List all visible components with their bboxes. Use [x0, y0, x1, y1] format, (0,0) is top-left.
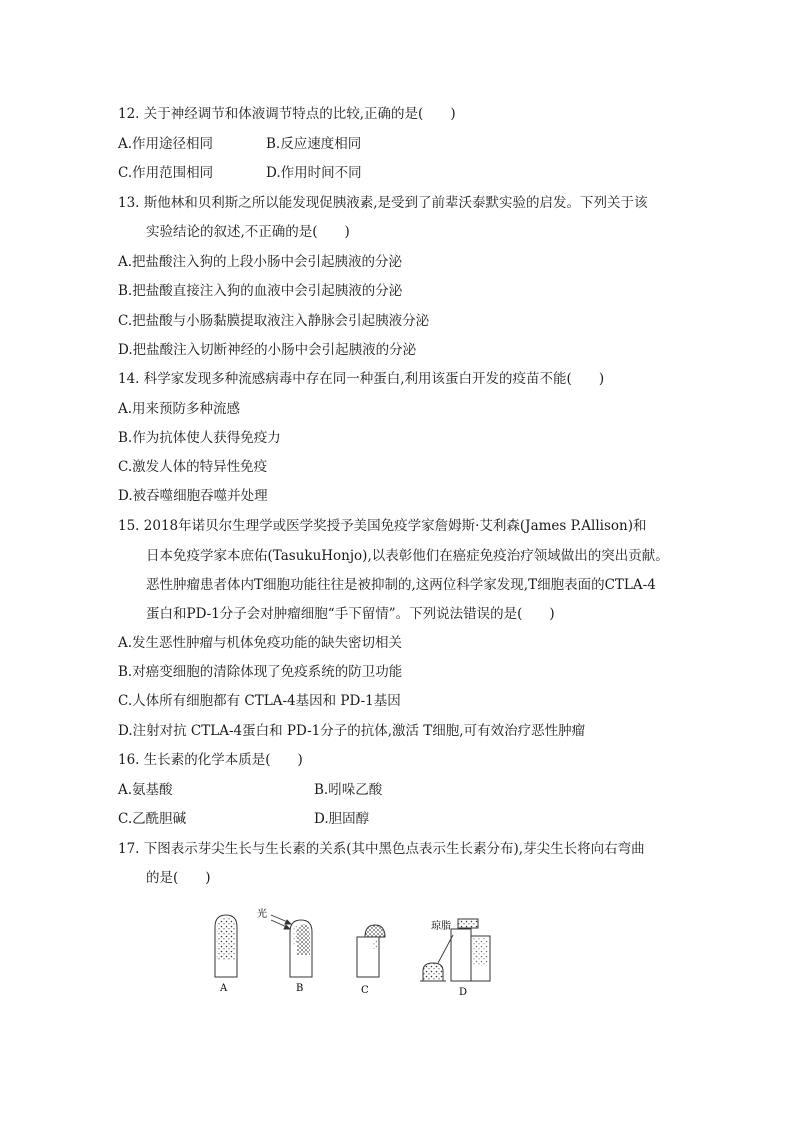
question-17-stem-cont: 的是( ) [146, 870, 211, 886]
question-12-option-c: C.作用范围相同 [118, 165, 214, 181]
figure-c-bud [357, 925, 385, 977]
question-12-option-a: A.作用途径相同 [118, 136, 214, 152]
question-15-stem-cont-3: 蛋白和PD-1分子会对肿瘤细胞“手下留情”。下列说法错误的是( ) [146, 606, 555, 622]
question-16-option-b: B.吲哚乙酸 [314, 782, 383, 798]
question-15-option-b: B.对癌变细胞的清除体现了免疫系统的防卫功能 [118, 664, 403, 680]
figure-b-bud [290, 920, 312, 977]
figure-light-label: 光 [257, 909, 267, 920]
bud-growth-figure [205, 905, 505, 1005]
question-15-option-c: C.人体所有细胞都有 CTLA-4基因和 PD-1基因 [118, 693, 401, 709]
figure-label-d: D [459, 987, 468, 998]
question-16-stem: 16. 生长素的化学本质是( ) [118, 752, 303, 768]
question-14-stem: 14. 科学家发现多种流感病毒中存在同一种蛋白,利用该蛋白开发的疫苗不能( ) [118, 371, 605, 387]
question-15-option-d: D.注射对抗 CTLA-4蛋白和 PD-1分子的抗体,激活 T细胞,可有效治疗恶性肿瘤 [118, 723, 586, 739]
figure-label-a: A [220, 983, 228, 994]
question-14-option-d: D.被吞噬细胞吞噬并处理 [118, 488, 268, 504]
figure-agar-label: 琼脂 [431, 921, 451, 932]
question-17-stem: 17. 下图表示芽尖生长与生长素的关系(其中黑色点表示生长素分布),芽尖生长将向右弯曲 [118, 841, 645, 857]
question-16-option-c: C.乙酰胆碱 [118, 811, 187, 827]
question-14-option-c: C.激发人体的特异性免疫 [118, 459, 268, 475]
figure-label-b: B [296, 983, 304, 994]
figure-a-bud [215, 915, 237, 977]
question-13-option-b: B.把盐酸直接注入狗的血液中会引起胰液的分泌 [118, 283, 403, 299]
question-14-option-b: B.作为抗体使人获得免疫力 [118, 430, 281, 446]
figure-label-c: C [361, 985, 369, 996]
light-arrow-icon [271, 915, 291, 929]
question-15-stem-cont-1: 日本免疫学家本庶佑(TasukuHonjo),以表彰他们在癌症免疫治疗领域做出的突出贡献。 [146, 548, 669, 564]
question-12-stem: 12. 关于神经调节和体液调节特点的比较,正确的是( ) [118, 106, 456, 122]
question-14-option-a: A.用来预防多种流感 [118, 401, 241, 417]
question-13-option-c: C.把盐酸与小肠黏膜提取液注入静脉会引起胰液分泌 [118, 313, 430, 329]
question-15-stem-cont-2: 恶性肿瘤患者体内T细胞功能往往是被抑制的,这两位科学家发现,T细胞表面的CTLA-4 [146, 577, 656, 593]
question-13-option-d: D.把盐酸注入切断神经的小肠中会引起胰液的分泌 [118, 342, 417, 358]
question-13-stem: 13. 斯他林和贝利斯之所以能发现促胰液素,是受到了前辈沃泰默实验的启发。下列关于该 [118, 195, 648, 211]
question-16-option-a: A.氨基酸 [118, 782, 173, 798]
question-13-option-a: A.把盐酸注入狗的上段小肠中会引起胰液的分泌 [118, 254, 403, 270]
question-15-stem: 15. 2018年诺贝尔生理学或医学奖授予美国免疫学家詹姆斯·艾利森(James P.Allison)和 [118, 518, 647, 534]
question-13-stem-cont: 实验结论的叙述,不正确的是( ) [146, 224, 350, 240]
question-12-option-b: B.反应速度相同 [266, 136, 362, 152]
question-12-option-d: D.作用时间不同 [266, 165, 362, 181]
question-15-option-a: A.发生恶性肿瘤与机体免疫功能的缺失密切相关 [118, 635, 403, 651]
question-16-option-d: D.胆固醇 [314, 811, 370, 827]
